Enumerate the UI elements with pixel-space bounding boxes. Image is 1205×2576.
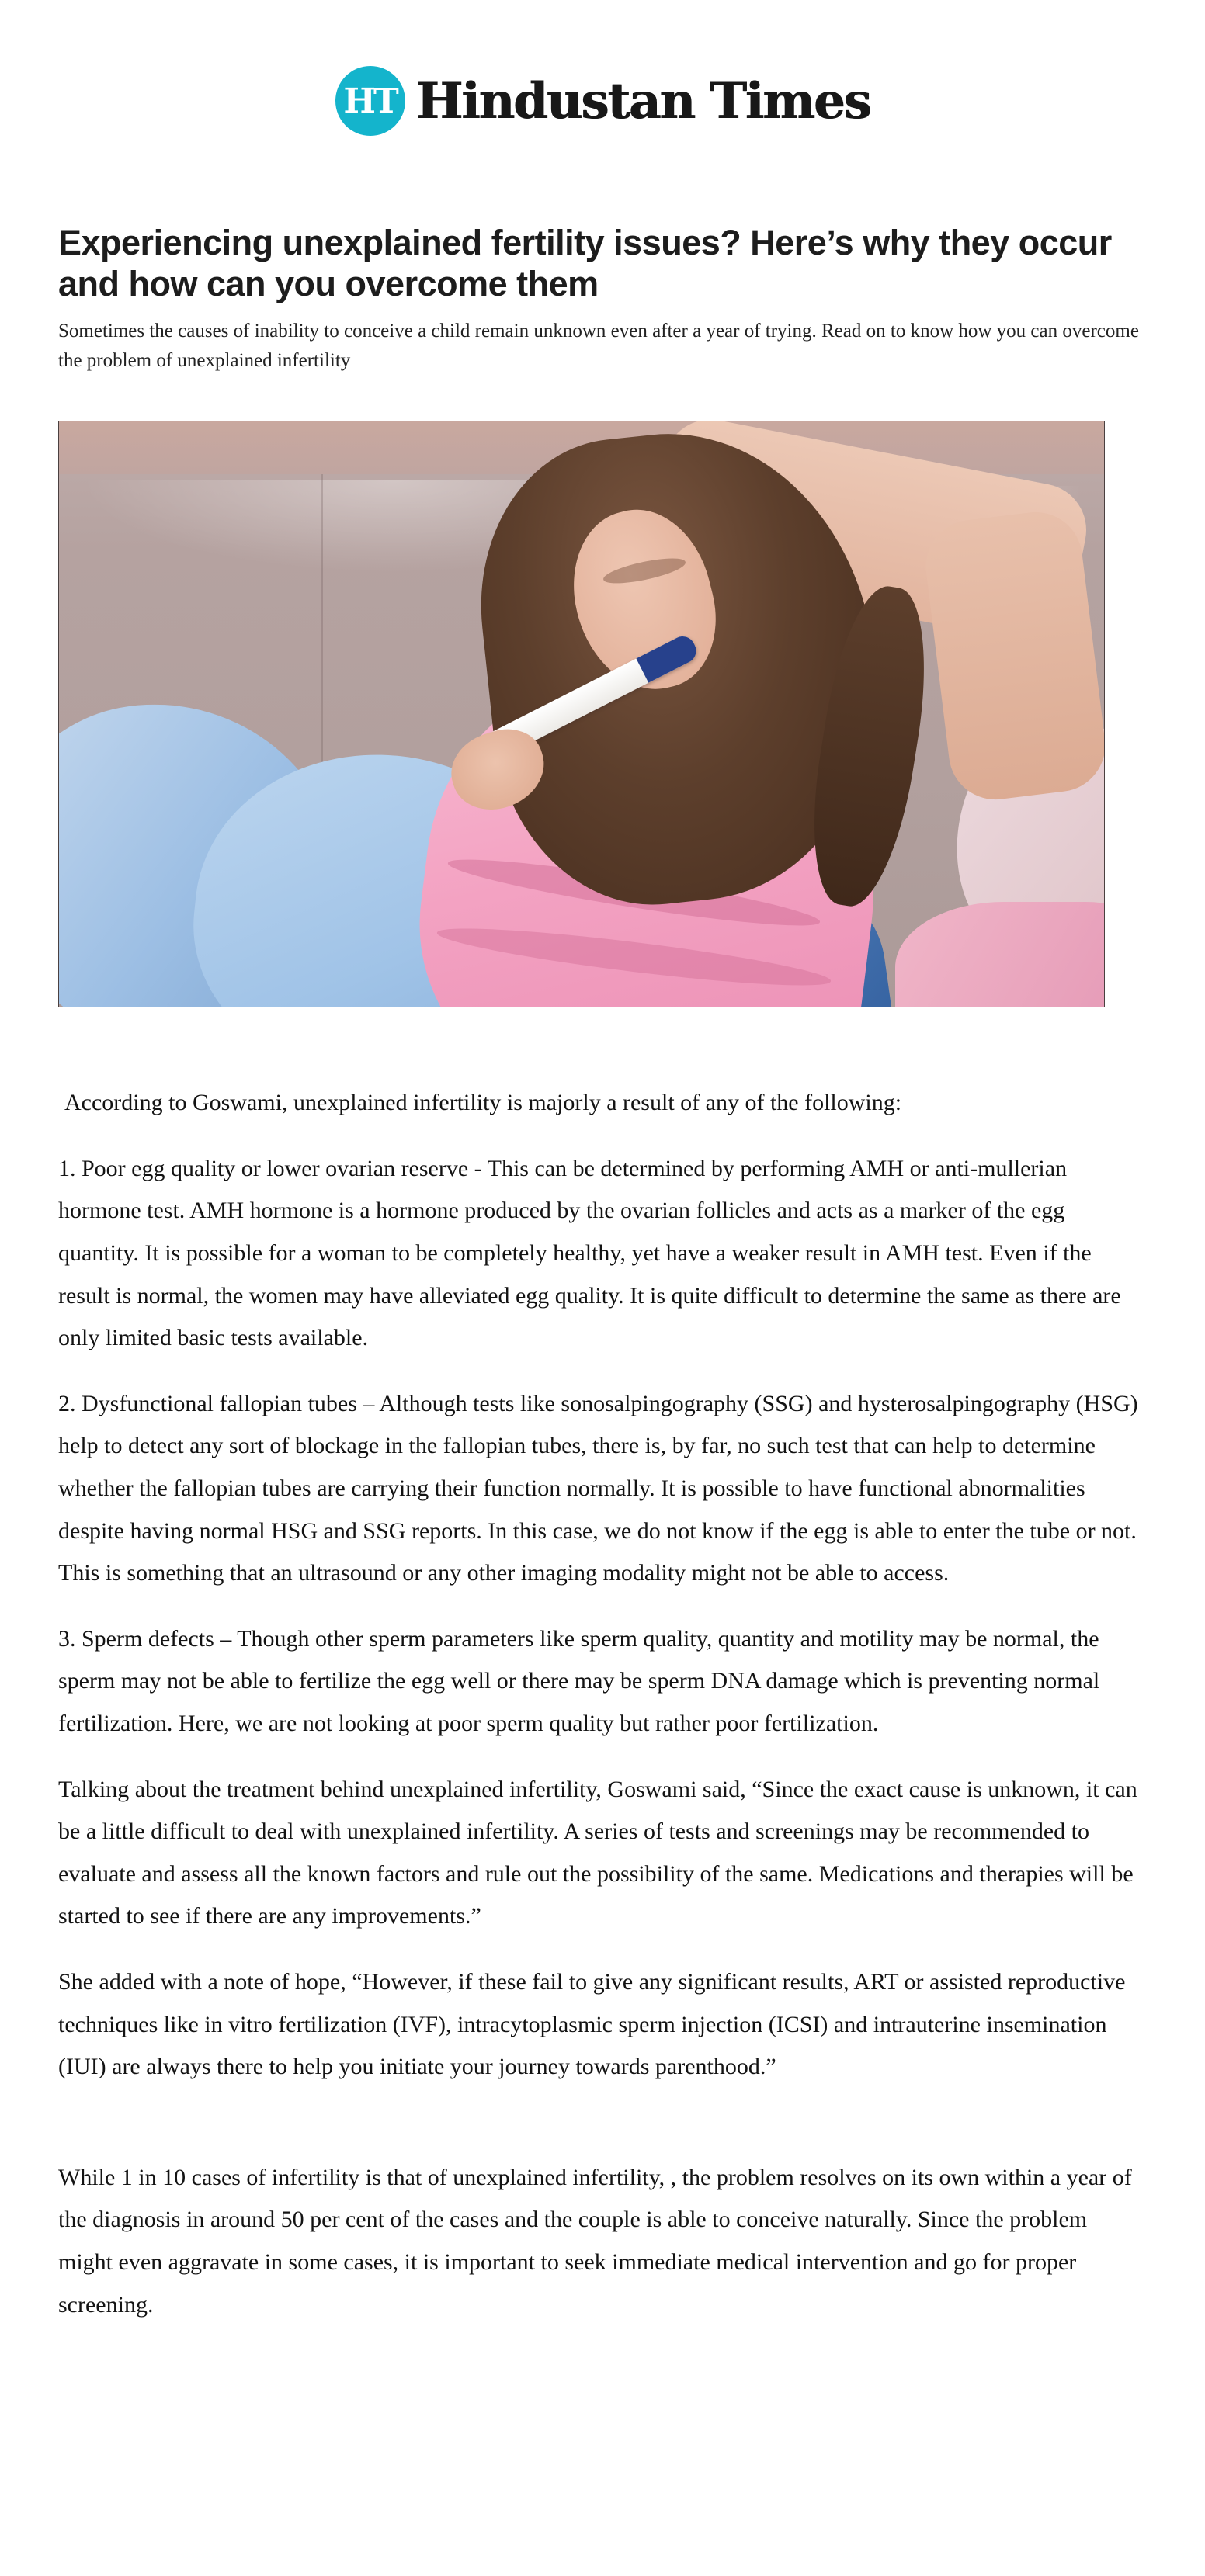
masthead (58, 0, 1147, 136)
ht-monogram-text: HT (343, 81, 397, 121)
pink-blanket-shape (895, 902, 1105, 1008)
page-title: Experiencing unexplained fertility issues? Here’s why they occur and how can you overcome them (58, 223, 1112, 303)
article-content (58, 223, 1147, 2326)
hindustan-times-logo[interactable] (335, 66, 870, 136)
paragraph-sperm-defects: 3. Sperm defects – Though other sperm parameters like sperm quality, quantity and motility may be normal, the sperm may not be able to fertilize the egg well or there may be sperm DNA damage which is preventing normal fertilization. Here, we are not looking at poor sperm quality but rather poor fertilization. (58, 1625, 1100, 1736)
hero-image (58, 421, 1105, 1007)
paragraph-intro: According to Goswami, unexplained infertility is majorly a result of any of the following: (64, 1090, 902, 1116)
paragraph-treatment: Talking about the treatment behind unexplained infertility, Goswami said, “Since the exact cause is unknown, it can be a little difficult to deal with unexplained infertility. A series of tests and screenings may be recommended to evaluate and assess all the known factors and rule out the possibility of the same. Medications and therapies will be started to see if there are any improvements.” (58, 1776, 1137, 1929)
article-body (58, 1082, 1147, 2326)
brand-name: Hindustan Times (415, 71, 870, 130)
woman-forearm-shape (920, 507, 1105, 805)
article-subtitle: Sometimes the causes of inability to conceive a child remain unknown even after a year of trying. Read on to know how you can overcome the problem of unexplained infertility (58, 321, 1139, 372)
paragraph-fallopian-tubes: 2. Dysfunctional fallopian tubes – Although tests like sonosalpingography (SSG) and hysterosalpingography (HSG) help to detect any sort of blockage in the fallopian tubes, there is, by far, no such test that can help to determine whether the fallopian tubes are carrying their function normally. It is possible to have functional abnormalities despite having normal HSG and SSG reports. In this case, we do not know if the egg is able to enter the tube or not. This is something that an ultrasound or any other imaging modality might not be able to access. (58, 1390, 1138, 1586)
paragraph-egg-quality: 1. Poor egg quality or lower ovarian reserve - This can be determined by performing AMH or anti-mullerian hormone test. AMH hormone is a hormone produced by the ovarian follicles and acts as a marker of the egg quantity. It is possible for a woman to be completely healthy, yet have a weaker result in AMH test. Even if the result is normal, the women may have alleviated egg quality. It is quite difficult to determine the same as there are only limited basic tests available. (58, 1155, 1121, 1351)
paragraph-art-hope: She added with a note of hope, “However, if these fail to give any significant results, ART or assisted reproductive techniques like in vitro fertilization (IVF), intracytoplasmic sperm injection (ICSI) and intrauterine insemination (IUI) are always there to help you initiate your journey towards parenthood.” (58, 1968, 1126, 2080)
ht-monogram-icon (335, 66, 405, 136)
paragraph-statistics: While 1 in 10 cases of infertility is that of unexplained infertility, , the problem resolves on its own within a year of the diagnosis in around 50 per cent of the cases and the couple is able to conceive naturally. Since the problem might even aggravate in some cases, it is important to seek immediate medical intervention and go for proper screening. (58, 2164, 1132, 2318)
